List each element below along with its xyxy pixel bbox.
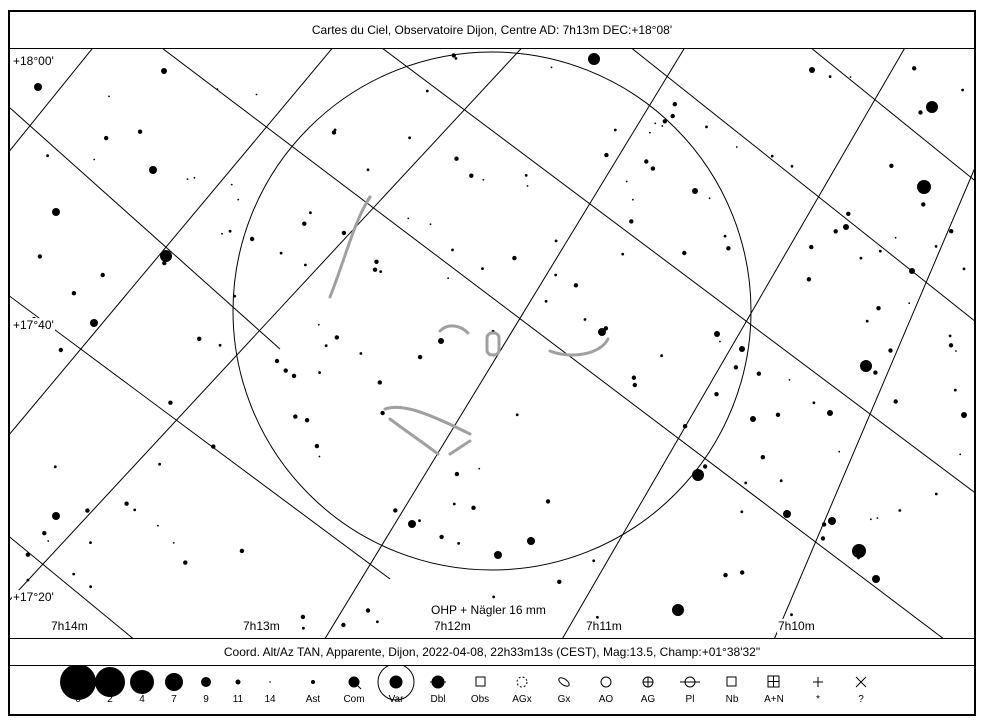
legend-label: ? xyxy=(858,694,864,705)
star xyxy=(834,229,838,233)
star xyxy=(173,542,175,544)
star xyxy=(921,202,925,206)
legend-label: * xyxy=(816,694,820,705)
star xyxy=(879,250,882,253)
grid-line xyxy=(770,109,974,638)
globular-cluster-icon xyxy=(643,677,653,687)
star xyxy=(90,319,98,327)
star xyxy=(187,178,189,180)
coordinate-grid xyxy=(10,49,974,638)
star xyxy=(872,575,880,583)
star xyxy=(703,464,707,468)
star xyxy=(843,224,849,230)
star xyxy=(367,168,370,171)
star xyxy=(221,233,223,235)
star xyxy=(546,499,550,503)
star xyxy=(138,130,142,134)
star xyxy=(26,553,30,557)
star xyxy=(408,136,411,139)
star xyxy=(723,573,727,577)
star xyxy=(850,76,852,78)
star xyxy=(34,83,42,91)
star xyxy=(451,249,454,252)
star xyxy=(374,260,378,264)
star xyxy=(692,188,698,194)
ra-label: 7h11m xyxy=(586,619,622,633)
ra-label: 7h12m xyxy=(434,619,471,633)
legend-label: 0 xyxy=(75,694,81,705)
legend-label: Nb xyxy=(725,694,739,705)
star xyxy=(908,302,910,304)
dec-label: +17°20' xyxy=(13,590,54,604)
star xyxy=(478,468,480,470)
unknown-object-icon xyxy=(856,677,866,687)
legend-label: AG xyxy=(640,694,656,705)
star xyxy=(739,346,745,352)
star xyxy=(407,218,409,220)
star xyxy=(160,250,172,262)
star xyxy=(284,368,288,372)
star xyxy=(525,174,528,177)
star xyxy=(807,277,811,281)
star xyxy=(250,237,254,241)
star xyxy=(894,399,898,403)
cluster-nebula-icon xyxy=(768,676,779,687)
legend-label: Ast xyxy=(305,694,321,705)
legend-label: 7 xyxy=(171,694,177,705)
star xyxy=(315,444,319,448)
star xyxy=(809,67,815,73)
ra-label: 7h13m xyxy=(243,619,280,633)
star xyxy=(621,253,624,256)
star xyxy=(917,180,931,194)
legend-label: Dbl xyxy=(430,694,446,705)
star xyxy=(554,274,557,277)
star xyxy=(302,222,306,226)
star xyxy=(860,360,872,372)
star xyxy=(633,383,637,387)
star xyxy=(821,536,825,540)
star xyxy=(740,570,744,574)
star xyxy=(846,212,850,216)
legend-label: Var xyxy=(388,694,404,705)
chart-title: Cartes du Ciel, Observatoire Dijon, Centre AD: 7h13m DEC:+18°08' xyxy=(311,23,673,37)
grid-line xyxy=(800,49,974,209)
star xyxy=(494,551,502,559)
star xyxy=(954,389,957,392)
star xyxy=(757,372,761,376)
grid-line xyxy=(510,49,910,638)
star xyxy=(651,166,655,170)
annotation-stroke xyxy=(390,419,438,454)
mag-14-symbol xyxy=(269,681,271,683)
star xyxy=(418,355,422,359)
star xyxy=(604,153,608,157)
annotation-stroke xyxy=(450,441,470,454)
star xyxy=(632,199,634,201)
star xyxy=(334,129,337,132)
star xyxy=(483,179,485,181)
star xyxy=(217,88,219,90)
star xyxy=(194,177,196,179)
legend xyxy=(10,665,974,715)
star xyxy=(860,257,863,260)
double-star-icon xyxy=(430,676,446,688)
star xyxy=(838,451,840,453)
star xyxy=(512,256,516,260)
star xyxy=(379,270,382,273)
star xyxy=(828,517,836,525)
grid-line xyxy=(10,529,170,638)
star xyxy=(54,465,57,468)
planet-icon xyxy=(680,677,700,687)
star xyxy=(750,416,756,422)
star xyxy=(197,337,201,341)
annotation-stroke xyxy=(487,333,499,355)
legend-label: AGx xyxy=(512,694,532,705)
star xyxy=(719,341,721,343)
star xyxy=(672,604,684,616)
star xyxy=(309,211,312,214)
hand-annotations xyxy=(330,197,608,454)
star xyxy=(889,164,893,168)
star xyxy=(52,208,60,216)
star xyxy=(455,472,459,476)
star xyxy=(438,338,444,344)
star xyxy=(469,174,473,178)
star xyxy=(780,479,783,482)
star xyxy=(72,291,76,295)
star xyxy=(761,455,765,459)
star-map[interactable] xyxy=(10,49,974,638)
star xyxy=(682,251,686,255)
star xyxy=(304,264,307,267)
grid-line xyxy=(10,49,340,638)
star xyxy=(588,53,600,65)
star xyxy=(318,324,320,326)
star xyxy=(626,181,628,183)
grid-line xyxy=(10,49,530,638)
grid-line xyxy=(10,289,390,579)
star xyxy=(280,252,283,255)
star xyxy=(949,343,953,347)
legend-label: A+N xyxy=(764,694,784,705)
star xyxy=(237,199,239,201)
star xyxy=(516,413,519,416)
star xyxy=(305,418,309,422)
star xyxy=(325,344,328,347)
star xyxy=(551,67,553,69)
star xyxy=(726,246,730,250)
star xyxy=(949,335,952,338)
mag-11-symbol xyxy=(236,680,241,685)
star xyxy=(318,371,321,374)
star xyxy=(219,344,222,347)
legend-label: Com xyxy=(343,694,365,705)
star xyxy=(809,245,813,249)
grid-line xyxy=(10,99,280,349)
dec-label: +18°00' xyxy=(13,54,54,68)
star xyxy=(949,229,953,233)
star xyxy=(629,219,633,223)
star xyxy=(229,230,232,233)
star xyxy=(233,295,236,298)
star xyxy=(275,359,279,363)
nebula-icon xyxy=(727,677,736,686)
star xyxy=(663,119,667,123)
star xyxy=(301,615,305,619)
star xyxy=(584,318,587,321)
star xyxy=(873,370,877,374)
star xyxy=(231,184,233,186)
star xyxy=(183,560,187,564)
star xyxy=(376,620,379,623)
star xyxy=(319,456,321,458)
star xyxy=(133,509,136,512)
star xyxy=(614,129,617,132)
star xyxy=(293,414,297,418)
comet-icon xyxy=(349,677,361,689)
star-field xyxy=(26,53,967,630)
star xyxy=(366,608,370,612)
star xyxy=(898,509,901,512)
galaxy-icon xyxy=(557,676,570,688)
star xyxy=(545,300,548,303)
star xyxy=(959,454,961,456)
observatory-icon xyxy=(476,677,485,686)
star xyxy=(211,444,215,448)
asteroid-icon xyxy=(312,681,315,684)
star xyxy=(771,155,774,158)
star xyxy=(452,53,456,57)
star xyxy=(492,596,495,599)
star xyxy=(598,332,600,334)
star xyxy=(961,89,964,92)
star xyxy=(852,544,866,558)
star xyxy=(918,110,922,114)
mag-4-symbol xyxy=(130,670,154,694)
legend-label: Gx xyxy=(557,694,571,705)
star xyxy=(961,412,967,418)
star xyxy=(649,132,651,134)
star xyxy=(430,223,432,225)
chart-title-bar xyxy=(10,12,974,49)
star xyxy=(342,231,346,235)
star xyxy=(168,401,172,405)
star xyxy=(108,96,110,98)
eyepiece-label: OHP + Nägler 16 mm xyxy=(431,603,546,617)
star xyxy=(373,268,377,272)
star xyxy=(692,469,704,481)
star xyxy=(481,267,484,270)
annotation-stroke xyxy=(440,326,468,333)
star xyxy=(360,352,363,355)
star xyxy=(149,166,157,174)
star xyxy=(673,102,677,106)
star xyxy=(724,235,727,238)
star xyxy=(453,503,456,506)
legend-label: 11 xyxy=(232,694,244,705)
mag-9-symbol xyxy=(201,677,211,687)
star xyxy=(912,66,916,70)
star xyxy=(660,354,663,357)
star xyxy=(654,123,656,125)
star-marker-icon xyxy=(813,677,823,687)
star xyxy=(683,424,687,428)
legend-label: Pl xyxy=(685,694,695,705)
star xyxy=(789,379,791,381)
chart-footer xyxy=(10,638,974,666)
eyepiece-field-circle xyxy=(233,52,751,570)
star xyxy=(877,517,879,519)
star xyxy=(827,410,833,416)
star xyxy=(42,531,46,535)
star xyxy=(335,335,339,339)
star xyxy=(527,537,535,545)
annotation-stroke xyxy=(550,339,608,355)
star xyxy=(822,522,826,526)
star xyxy=(46,154,49,157)
star xyxy=(471,506,475,510)
star xyxy=(736,146,738,148)
star xyxy=(829,75,832,78)
star xyxy=(632,376,636,380)
legend-label: AO xyxy=(598,694,614,705)
star xyxy=(447,277,449,279)
star xyxy=(52,512,60,520)
star xyxy=(813,401,816,404)
star xyxy=(378,380,382,384)
star xyxy=(734,365,738,369)
legend-label: 9 xyxy=(203,694,209,705)
star xyxy=(162,261,166,265)
open-cluster-icon xyxy=(601,677,611,687)
star xyxy=(740,510,743,513)
star xyxy=(85,508,89,512)
star xyxy=(439,535,443,539)
star xyxy=(161,68,167,74)
star xyxy=(857,557,860,560)
star xyxy=(292,374,296,378)
ra-label: 7h14m xyxy=(51,619,88,633)
star xyxy=(714,392,718,396)
star xyxy=(408,520,416,528)
star xyxy=(671,114,675,118)
mag-2-symbol xyxy=(95,667,125,697)
star xyxy=(89,541,92,544)
ra-label: 7h10m xyxy=(778,619,815,633)
star xyxy=(866,320,869,323)
star xyxy=(791,165,794,168)
star xyxy=(714,331,720,337)
mag-7-symbol xyxy=(165,673,183,691)
star xyxy=(93,159,95,161)
star xyxy=(555,240,558,243)
star xyxy=(341,623,345,627)
star xyxy=(157,525,159,527)
star xyxy=(705,126,708,129)
star xyxy=(454,157,458,161)
star xyxy=(661,125,663,127)
star xyxy=(240,549,244,553)
star xyxy=(931,106,934,109)
star xyxy=(527,185,529,187)
star xyxy=(38,254,42,258)
star xyxy=(876,306,880,310)
star xyxy=(709,197,711,199)
legend-label: Obs xyxy=(470,694,490,705)
star xyxy=(256,94,258,96)
star xyxy=(27,579,30,582)
agx-icon xyxy=(517,677,527,687)
star xyxy=(418,519,421,522)
star xyxy=(790,613,793,616)
legend-label: 4 xyxy=(139,694,145,705)
star xyxy=(744,482,747,485)
star xyxy=(888,348,892,352)
star xyxy=(124,502,128,506)
star xyxy=(935,493,938,496)
star xyxy=(158,463,161,466)
grid-line xyxy=(620,49,974,349)
star xyxy=(89,585,92,588)
star xyxy=(393,508,397,512)
star xyxy=(457,542,460,545)
star xyxy=(574,283,578,287)
grid-line xyxy=(10,49,100,299)
star xyxy=(72,573,75,576)
star xyxy=(47,540,49,542)
grid-line xyxy=(270,49,690,638)
star xyxy=(302,627,305,630)
star xyxy=(783,510,791,518)
star xyxy=(909,268,915,274)
legend-label: 2 xyxy=(107,694,113,705)
star xyxy=(59,348,63,352)
annotation-stroke xyxy=(330,197,370,297)
star xyxy=(426,90,429,93)
star xyxy=(557,580,561,584)
star xyxy=(955,350,957,352)
legend-label: 14 xyxy=(264,694,276,705)
star xyxy=(644,159,648,163)
star xyxy=(380,411,384,415)
footer-info: Coord. Alt/Az TAN, Apparente, Dijon, 2022-04-08, 22h33m13s (CEST), Mag:13.5, Champ:+01°38'32" xyxy=(223,645,761,659)
star xyxy=(455,57,458,60)
star xyxy=(104,136,108,140)
star xyxy=(963,268,966,271)
star xyxy=(935,245,938,248)
star xyxy=(592,559,595,562)
star xyxy=(604,326,608,330)
star xyxy=(895,237,897,239)
star xyxy=(870,518,872,520)
star xyxy=(101,273,105,277)
star xyxy=(776,413,780,417)
dec-label: +17°40' xyxy=(13,318,54,332)
